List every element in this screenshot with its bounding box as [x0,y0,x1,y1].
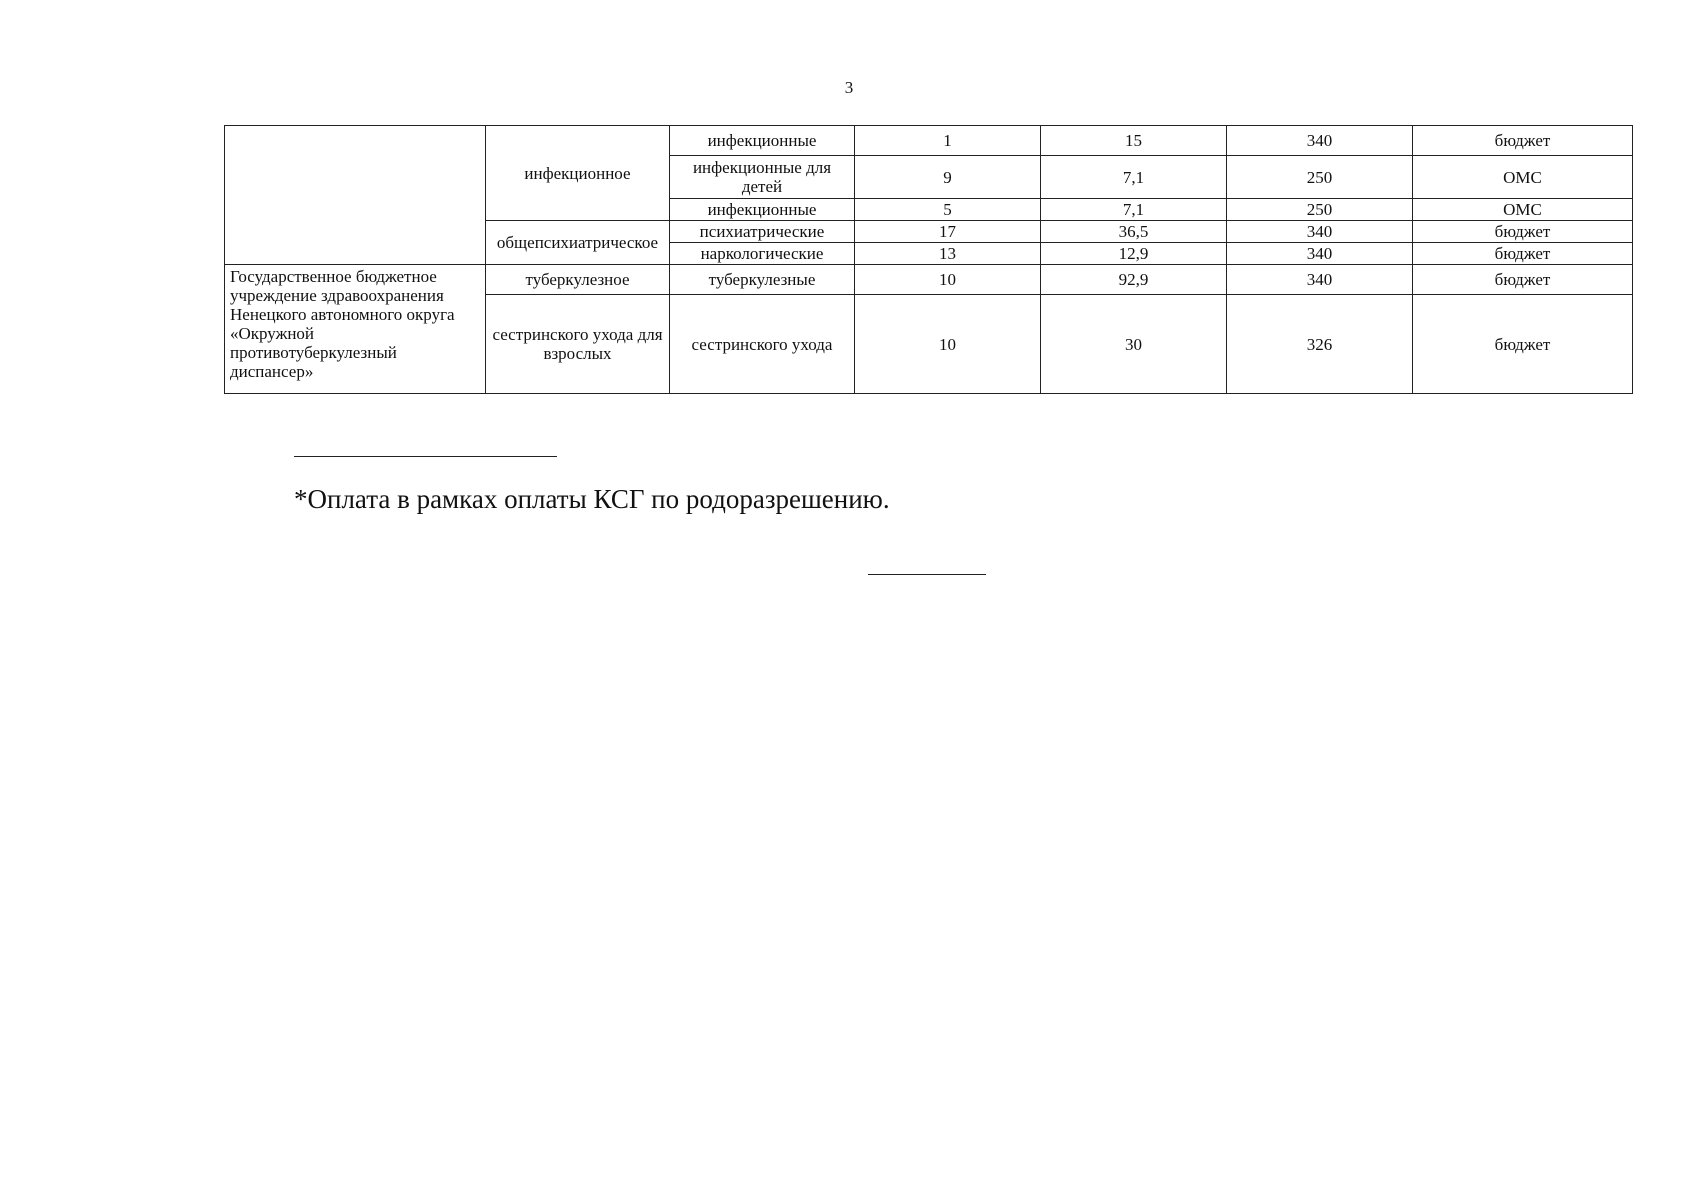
beds-cell: инфекционные для детей [670,156,855,199]
days-cell: 340 [1227,126,1413,156]
profile-cell: общепсихиатрическое [486,221,670,265]
days-cell: 340 [1227,265,1413,295]
duration-cell: 7,1 [1041,156,1227,199]
funding-cell: ОМС [1413,199,1633,221]
organization-cell: Государственное бюджетное учреждение здравоохранения Ненецкого автономного округа «Окружной противотуберкулезный диспансер» [225,265,486,394]
footnote-divider [294,456,557,457]
duration-cell: 30 [1041,295,1227,394]
funding-cell: бюджет [1413,243,1633,265]
funding-cell: ОМС [1413,156,1633,199]
count-cell: 17 [855,221,1041,243]
page-number: 3 [844,78,854,97]
days-cell: 250 [1227,156,1413,199]
duration-cell: 15 [1041,126,1227,156]
count-cell: 9 [855,156,1041,199]
duration-cell: 36,5 [1041,221,1227,243]
organization-cell [225,126,486,265]
funding-cell: бюджет [1413,265,1633,295]
beds-cell: инфекционные [670,126,855,156]
count-cell: 13 [855,243,1041,265]
days-cell: 340 [1227,243,1413,265]
duration-cell: 92,9 [1041,265,1227,295]
profile-cell: сестринского ухода для взрослых [486,295,670,394]
profile-cell: инфекционное [486,126,670,221]
count-cell: 10 [855,295,1041,394]
beds-table [224,125,1633,394]
duration-cell: 7,1 [1041,199,1227,221]
funding-cell: бюджет [1413,295,1633,394]
beds-cell: наркологические [670,243,855,265]
days-cell: 340 [1227,221,1413,243]
beds-cell: психиатрические [670,221,855,243]
end-of-document-line [868,574,986,575]
beds-cell: сестринского ухода [670,295,855,394]
days-cell: 326 [1227,295,1413,394]
count-cell: 1 [855,126,1041,156]
profile-cell: туберкулезное [486,265,670,295]
funding-cell: бюджет [1413,221,1633,243]
footnote-text: *Оплата в рамках оплаты КСГ по родоразрешению. [294,484,890,514]
table-row [225,126,1633,156]
duration-cell: 12,9 [1041,243,1227,265]
beds-cell: инфекционные [670,199,855,221]
funding-cell: бюджет [1413,126,1633,156]
count-cell: 10 [855,265,1041,295]
days-cell: 250 [1227,199,1413,221]
beds-cell: туберкулезные [670,265,855,295]
count-cell: 5 [855,199,1041,221]
table-row [225,265,1633,295]
